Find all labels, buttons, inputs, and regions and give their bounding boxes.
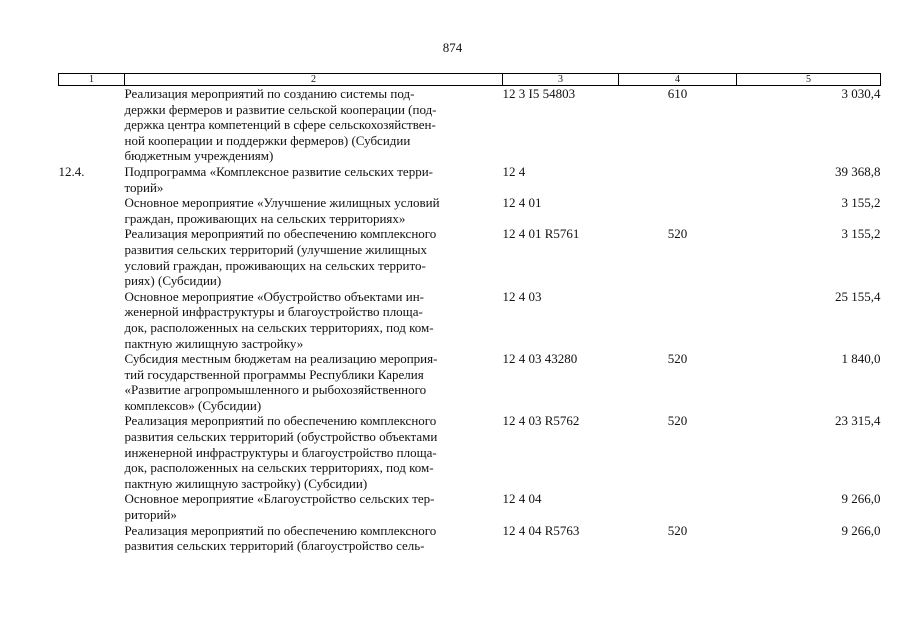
table-row: [59, 164, 881, 195]
table-row: [59, 413, 881, 491]
row-type: [619, 164, 737, 195]
header-col-3: 3: [503, 74, 619, 86]
row-amount: 9 266,0: [841, 522, 881, 538]
row-amount: 3 155,2: [841, 226, 881, 242]
row-name: Реализация мероприятий по обеспечению комплексного развития сельских территорий (благоустройство сель-: [124, 522, 437, 554]
table-header: [59, 74, 881, 86]
row-name: Основное мероприятие «Улучшение жилищных условий граждан, проживающих на сельских территориях»: [124, 195, 440, 226]
row-amount: 3 030,4: [841, 86, 881, 101]
row-type: [619, 491, 737, 522]
row-code: 12 4 04 R5763: [502, 522, 580, 538]
row-amount: 25 155,4: [835, 288, 881, 304]
row-name: Реализация мероприятий по обеспечению комплексного развития сельских территорий (улучшение жилищных условий граждан, проживающих на сельских террито- риях) (Субсидии): [124, 226, 437, 289]
row-name: Основное мероприятие «Благоустройство сельских тер- риторий»: [124, 491, 435, 523]
row-type: 520: [667, 522, 688, 538]
row-number: [59, 226, 125, 288]
row-code: 12 4 03 43280: [502, 351, 578, 367]
row-number: [59, 195, 125, 226]
table-row: [59, 195, 881, 226]
header-col-2: 2: [125, 74, 503, 86]
row-type: 520: [667, 226, 688, 242]
table-row: [59, 491, 881, 522]
row-type: 520: [667, 351, 688, 367]
row-amount: 9 266,0: [841, 491, 881, 507]
row-amount: 3 155,2: [841, 195, 881, 211]
header-col-5: 5: [737, 74, 881, 86]
row-amount: 23 315,4: [835, 413, 881, 429]
row-type: 610: [667, 86, 688, 101]
row-number: 12.4.: [58, 163, 85, 179]
row-code: 12 4 03: [502, 288, 542, 304]
row-number: [59, 289, 125, 351]
table-row: [59, 226, 881, 288]
row-type: 520: [667, 413, 688, 429]
table-row: [59, 289, 881, 351]
row-number: [59, 413, 125, 491]
row-type: [619, 195, 737, 226]
page-number: 874: [442, 40, 463, 55]
row-code: 12 4 04: [502, 491, 542, 507]
header-col-4: 4: [619, 74, 737, 86]
row-name: Подпрограмма «Комплексное развитие сельских терри- торий»: [124, 163, 433, 195]
row-number: [59, 351, 125, 413]
table-body: [59, 86, 881, 554]
row-amount: 39 368,8: [835, 163, 881, 179]
row-name: Основное мероприятие «Обустройство объектами ин- женерной инфраструктуры и благоустройство площа- док, расположенных на сельских территориях, под ком- пактную жилищную застройку»: [124, 288, 434, 351]
row-name: Реализация мероприятий по созданию системы под- держки фермеров и развитие сельской кооперации (под- держка центра компетенций в сфере сельскохозяйствен- ной кооперации и поддержки фермеров) (Субсидии бюджетным учреждениям): [124, 86, 437, 164]
row-number: [59, 491, 125, 522]
row-type: [619, 289, 737, 351]
row-amount: 1 840,0: [841, 351, 881, 367]
row-number: [59, 86, 125, 164]
row-code: 12 4 03 R5762: [502, 413, 580, 429]
row-code: 12 3 I5 54803: [502, 86, 576, 101]
table-row: [59, 351, 881, 413]
budget-table: [58, 73, 881, 554]
header-row: [59, 74, 881, 86]
row-number: [59, 523, 125, 554]
table-row: [59, 523, 881, 554]
row-code: 12 4: [502, 163, 526, 179]
row-code: 12 4 01 R5761: [502, 226, 580, 242]
row-name: Реализация мероприятий по обеспечению комплексного развития сельских территорий (обустройство объектами инженерной инфраструктуры и благоустройство площа- док, расположенных на сельских территориях, под ком- пактную жилищную застройку) (Субсидии): [124, 413, 438, 491]
header-col-1: 1: [59, 74, 125, 86]
row-name: Субсидия местным бюджетам на реализацию мероприя- тий государственной программы Республики Карелия «Развитие агропромышленного и рыбохозяйственного комплексов» (Субсидии): [124, 351, 438, 413]
row-code: 12 4 01: [502, 195, 542, 211]
table-row: [59, 86, 881, 164]
